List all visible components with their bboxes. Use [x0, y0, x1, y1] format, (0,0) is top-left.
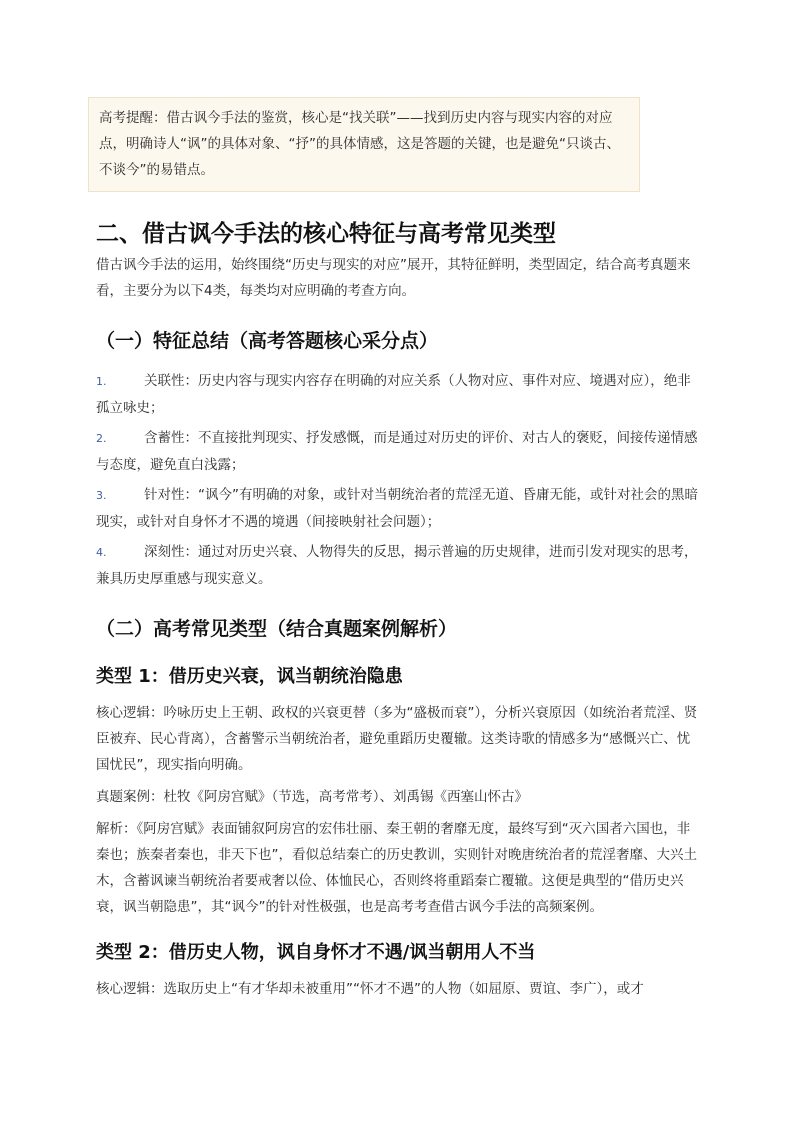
type-1-logic: 核心逻辑：吟咏历史上王朝、政权的兴衰更替（多为“盛极而衰”），分析兴衰原因（如统治者荒淫、贤臣被弃、民心背离），含蓄警示当朝统治者，避免重蹈历史覆辙。这类诗歌的情感多为“感慨兴亡、忧国忧民”，现实指向明确。 [96, 705, 698, 773]
types-title: （二）高考常见类型（结合真题案例解析） [96, 618, 458, 640]
list-number: 4. [96, 546, 107, 559]
features-title: （一）特征总结（高考答题核心采分点） [96, 330, 439, 352]
features-list [96, 368, 698, 592]
type-1-analysis: 解析：《阿房宫赋》表面铺叙阿房宫的宏伟壮丽、秦王朝的奢靡无度，最终写到“灭六国者六国也，非秦也；族秦者秦也，非天下也”，看似总结秦亡的历史教训，实则针对晚唐统治者的荒淫奢靡、大兴土木，含蓄讽谏当朝统治者要戒奢以俭、体恤民心，否则终将重蹈秦亡覆辙。这便是典型的“借历史兴衰，讽当朝隐患”，其“讽今”的针对性极强，也是高考考查借古讽今手法的高频案例。 [96, 821, 697, 915]
type-2-block [96, 938, 698, 1002]
section-intro: 借古讽今手法的运用，始终围绕“历史与现实的对应”展开，其特征鲜明，类型固定，结合高考真题来看，主要分为以下4类，每类均对应明确的考查方向。 [96, 257, 691, 299]
list-text: 深刻性：通过对历史兴衰、人物得失的反思，揭示普遍的历史规律，进而引发对现实的思考，兼具历史厚重感与现实意义。 [96, 544, 698, 587]
type-1-block [96, 662, 698, 920]
list-item [96, 539, 698, 592]
list-text: 含蓄性：不直接批判现实、抒发感慨，而是通过对历史的评价、对古人的褒贬，间接传递情感与态度，避免直白浅露； [96, 430, 698, 473]
exam-tip-box [88, 97, 640, 192]
type-1-title: 类型 1：借历史兴衰，讽当朝统治隐患 [96, 666, 403, 687]
exam-tip-text: 高考提醒：借古讽今手法的鉴赏，核心是“找关联”——找到历史内容与现实内容的对应点，明确诗人“讽”的具体对象、“抒”的具体情感，这是答题的关键，也是避免“只谈古、不谈今”的易错点。 [99, 110, 620, 178]
section-title: 二、借古讽今手法的核心特征与高考常见类型 [96, 221, 556, 247]
list-number: 2. [96, 432, 107, 445]
list-number: 1. [96, 375, 107, 388]
list-item [96, 368, 698, 421]
list-item [96, 482, 698, 535]
type-1-example: 真题案例：杜牧《阿房宫赋》（节选，高考常考）、刘禹锡《西塞山怀古》 [96, 789, 528, 805]
type-2-title: 类型 2：借历史人物，讽自身怀才不遇/讽当朝用人不当 [96, 942, 536, 963]
list-text: 关联性：历史内容与现实内容存在明确的对应关系（人物对应、事件对应、境遇对应），绝非孤立咏史； [96, 373, 691, 416]
list-number: 3. [96, 489, 107, 502]
type-2-logic: 核心逻辑：选取历史上“有才华却未被重用”“怀才不遇”的人物（如屈原、贾谊、李广），或才 [96, 981, 644, 997]
list-item [96, 425, 698, 478]
list-text: 针对性：“讽今”有明确的对象，或针对当朝统治者的荒淫无道、昏庸无能，或针对社会的黑暗现实，或针对自身怀才不遇的境遇（间接映射社会问题）； [96, 487, 698, 530]
